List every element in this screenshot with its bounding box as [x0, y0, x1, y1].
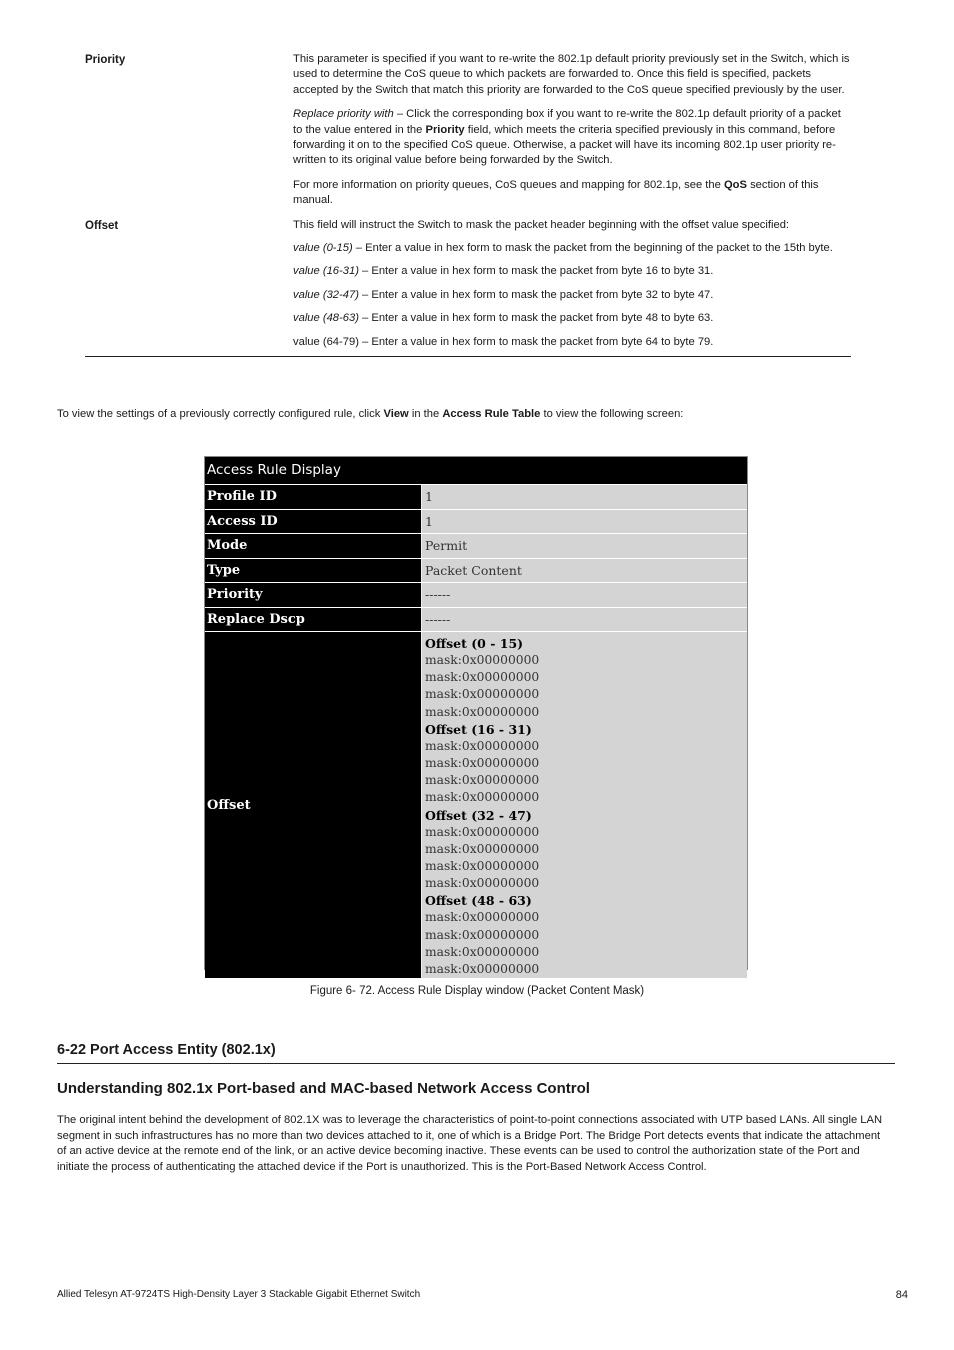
body-paragraph: The original intent behind the development of 802.1X was to leverage the characteristics of point-to-point connections associated with UTP based LANs. All single LAN segment in such infrastructures has no more than two devices attached to it, one of which is a Bridge Port. The Bridge Port detects events that indicate the attachment of an active device at the remote end of the link, or an active device becoming inactive. These events can be used to control the authorization state of the Port and initiate the process of authenticating the attached device if the Port is unauthorized. This is the Port-Based Network Access Control. [57, 1114, 883, 1173]
offset-mask: mask:0x00000000 [425, 841, 540, 856]
intro-text-d: to view the following screen: [540, 408, 684, 420]
view-term: View [383, 408, 409, 420]
offset-mask: mask:0x00000000 [425, 687, 540, 702]
ard-row-profile-id [205, 484, 747, 509]
param-desc-priority [293, 52, 851, 218]
access-rule-display-title: Access Rule Display [205, 457, 747, 484]
param-row-priority [85, 52, 851, 218]
ard-value: ------ [421, 583, 747, 607]
ard-offset-values [421, 632, 747, 978]
priority-desc-3b: section of this manual. [293, 178, 819, 207]
ard-label: Type [205, 559, 421, 583]
ard-label: Priority [205, 583, 421, 607]
page-number: 84 [895, 1289, 908, 1301]
access-rule-table-term: Access Rule Table [442, 408, 541, 420]
ard-value: ------ [421, 608, 747, 632]
param-desc-offset [293, 218, 851, 350]
offset-value-4-text: – Enter a value in hex form to mask the packet from byte 48 to byte 63. [358, 312, 714, 325]
priority-desc-3a: For more information on priority queues, CoS queues and mapping for 802.1p, see the [293, 178, 724, 191]
offset-mask: mask:0x00000000 [425, 670, 540, 685]
intro-text-c: in the [408, 408, 443, 420]
ard-value: Packet Content [421, 559, 747, 583]
offset-group-title: Offset (32 - 47) [425, 807, 532, 823]
ard-row-replace-dscp [205, 607, 747, 632]
intro-text-a: To view the settings of a previously correctly configured rule, click [57, 408, 384, 420]
ard-label: Replace Dscp [205, 608, 421, 632]
offset-group-title: Offset (0 - 15) [425, 636, 524, 651]
replace-priority-term: Replace priority with [293, 108, 394, 121]
offset-group-title: Offset (16 - 31) [425, 721, 532, 737]
intro-paragraph [57, 406, 917, 422]
offset-mask: mask:0x00000000 [425, 927, 540, 942]
offset-value-1 [293, 241, 851, 256]
param-row-offset [85, 218, 851, 350]
section-heading: 6-22 Port Access Entity (802.1x) [57, 1042, 895, 1064]
offset-group-title: Offset (48 - 63) [425, 893, 532, 909]
ard-row-offset [205, 631, 747, 978]
offset-mask: mask:0x00000000 [425, 756, 540, 771]
priority-desc-1: This parameter is specified if you want to re-write the 802.1p default priority previously set in the Switch, which is used to determine the CoS queue to which packets are forwarded to. Once this field is specified, packets accepted by the Switch that match this priority are forwarded to the CoS queue specified previously by the user. [293, 53, 850, 96]
ard-value: 1 [421, 485, 747, 509]
ard-label: Mode [205, 534, 421, 558]
access-rule-display-window [204, 456, 748, 977]
offset-value-3-term: value (32-47) [293, 288, 359, 301]
figure-caption: Figure 6- 72. Access Rule Display window (Packet Content Mask) [309, 985, 645, 997]
offset-mask: mask:0x00000000 [425, 653, 540, 667]
ard-label: Profile ID [205, 485, 421, 509]
ard-row-mode [205, 533, 747, 558]
offset-mask: mask:0x00000000 [425, 704, 540, 719]
offset-value-4 [293, 311, 851, 326]
ard-value: Permit [421, 534, 747, 558]
offset-value-2-text: – Enter a value in hex form to mask the packet from byte 16 to byte 31. [358, 265, 714, 278]
ard-label: Offset [205, 632, 421, 978]
offset-value-5: value (64-79) – Enter a value in hex form to mask the packet from byte 64 to byte 79. [293, 335, 714, 348]
offset-value-1-text: – Enter a value in hex form to mask the packet from the beginning of the packet to the 15th byte. [352, 242, 833, 255]
qos-bold-term: QoS [723, 178, 747, 191]
ard-row-type [205, 558, 747, 583]
offset-value-4-term: value (48-63) [293, 312, 359, 325]
ard-row-priority [205, 582, 747, 607]
priority-desc-2 [293, 107, 851, 169]
offset-desc-1: This field will instruct the Switch to mask the packet header beginning with the offset value specified: [293, 218, 790, 231]
priority-desc-2b: field, which meets the criteria specified previously in this command, before forwarding it on to the specified CoS queue. Otherwise, a packet will have its incoming 802.1p user priority re-written to its original value before being forwarded by the Switch. [293, 123, 836, 167]
offset-mask: mask:0x00000000 [425, 910, 540, 925]
priority-desc-2a: – Click the corresponding box if you want to re-write the 802.1p default priority of a packet to the value entered in the [293, 108, 841, 136]
offset-mask: mask:0x00000000 [425, 738, 540, 753]
offset-mask: mask:0x00000000 [425, 859, 540, 874]
ard-label: Access ID [205, 510, 421, 534]
offset-mask: mask:0x00000000 [425, 824, 540, 839]
offset-value-2-term: value (16-31) [293, 265, 359, 278]
offset-value-3-text: – Enter a value in hex form to mask the packet from byte 32 to byte 47. [358, 288, 714, 301]
offset-mask: mask:0x00000000 [425, 773, 540, 788]
footer-product-name: Allied Telesyn AT-9724TS High-Density Layer 3 Stackable Gigabit Ethernet Switch [57, 1289, 421, 1300]
offset-value-3 [293, 288, 851, 303]
priority-desc-3 [293, 178, 851, 209]
ard-value: 1 [421, 510, 747, 534]
offset-value-1-term: value (0-15) [293, 242, 353, 255]
priority-bold-term: Priority [425, 123, 465, 136]
ard-row-access-id [205, 509, 747, 534]
subsection-heading: Understanding 802.1x Port-based and MAC-based Network Access Control [57, 1080, 590, 1097]
param-name-priority: Priority [85, 54, 126, 66]
offset-mask: mask:0x00000000 [425, 876, 540, 891]
parameter-table [85, 52, 851, 357]
offset-mask: mask:0x00000000 [425, 944, 540, 959]
offset-value-2 [293, 264, 851, 279]
param-name-offset: Offset [85, 219, 119, 232]
offset-mask: mask:0x00000000 [425, 962, 540, 977]
offset-mask: mask:0x00000000 [425, 790, 540, 805]
